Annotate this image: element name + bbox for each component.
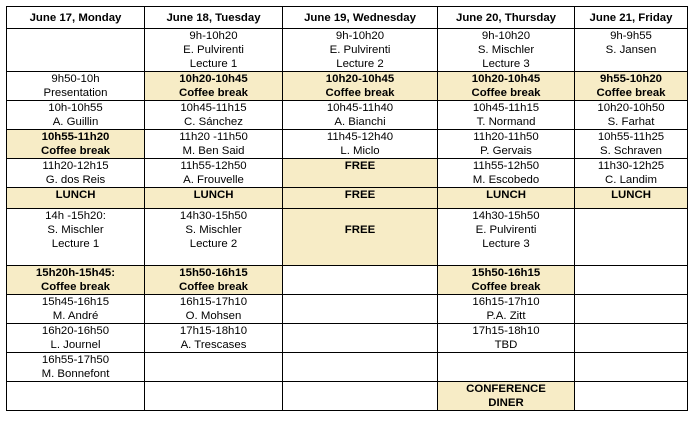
slot-time: 9h55-10h20: [599, 73, 663, 85]
slot-detail: A. Bianchi: [334, 116, 386, 128]
slot-time: 10h20-10h45: [179, 73, 248, 85]
slot-cell-thursday: [438, 72, 575, 101]
slot-detail: Lecture 1: [51, 238, 100, 250]
slot-cell-friday: [575, 382, 688, 411]
slot-time: 16h55-17h50: [41, 354, 110, 366]
slot-detail: M. Escobedo: [472, 174, 540, 186]
slot-cell-wednesday: [283, 72, 438, 101]
slot-detail: C. Sánchez: [184, 116, 243, 128]
schedule-row: [7, 295, 688, 324]
slot-cell-tuesday: [145, 295, 283, 324]
slot-time: CONFERENCE: [466, 383, 546, 395]
schedule-row: [7, 353, 688, 382]
slot-cell-wednesday: [283, 188, 438, 209]
schedule-row: [7, 101, 688, 130]
slot-time: 15h20h-15h45:: [35, 267, 116, 279]
slot-cell-wednesday: [283, 209, 438, 266]
slot-cell-wednesday: [283, 159, 438, 188]
slot-detail: A. Trescases: [180, 339, 247, 351]
slot-time: 11h55-12h50: [180, 160, 247, 172]
slot-cell-monday: [7, 353, 145, 382]
slot-cell-wednesday: [283, 266, 438, 295]
slot-detail: O. Mohsen: [185, 310, 242, 322]
slot-cell-friday: [575, 29, 688, 72]
slot-time: 10h-10h55: [48, 102, 103, 114]
slot-detail: E. Pulvirenti: [475, 224, 537, 236]
slot-time: 16h20-16h50: [41, 325, 110, 337]
slot-cell-friday: [575, 130, 688, 159]
slot-cell-thursday: [438, 353, 575, 382]
slot-time: 15h50-16h15: [179, 267, 248, 279]
slot-detail: S. Schraven: [599, 145, 663, 157]
day-header-monday: June 17, Monday: [7, 7, 145, 29]
slot-time: 17h15-18h10: [472, 325, 540, 337]
slot-cell-thursday: [438, 209, 575, 266]
slot-time: 10h55-11h20: [41, 131, 110, 143]
slot-cell-thursday: [438, 382, 575, 411]
slot-cell-monday: [7, 209, 145, 266]
slot-cell-wednesday: [283, 130, 438, 159]
slot-time: LUNCH: [486, 189, 526, 201]
slot-time: 11h20-11h50: [473, 131, 539, 143]
slot-time: 15h45-16h15: [41, 296, 110, 308]
slot-time: 14h -15h20:: [45, 210, 106, 222]
slot-cell-tuesday: [145, 382, 283, 411]
slot-time: 11h20-12h15: [42, 160, 109, 172]
slot-detail: E. Pulvirenti: [329, 44, 391, 56]
slot-time: FREE: [344, 224, 376, 236]
slot-cell-wednesday: [283, 324, 438, 353]
slot-time: LUNCH: [55, 189, 96, 201]
slot-time: 14h30-15h50: [179, 210, 248, 222]
slot-cell-monday: [7, 295, 145, 324]
slot-detail: Lecture 2: [189, 238, 238, 250]
slot-cell-tuesday: [145, 101, 283, 130]
slot-cell-monday: [7, 101, 145, 130]
slot-time: LUNCH: [193, 189, 234, 201]
slot-cell-monday: [7, 266, 145, 295]
slot-cell-tuesday: [145, 130, 283, 159]
slot-detail: P.A. Zitt: [486, 310, 526, 322]
schedule-row: [7, 159, 688, 188]
schedule-row: [7, 29, 688, 72]
slot-time: 11h45-12h40: [326, 131, 394, 143]
slot-detail: S. Jansen: [605, 44, 657, 56]
slot-time: 10h20-10h50: [597, 102, 665, 114]
slot-time: 11h20 -11h50: [179, 131, 248, 143]
slot-detail: Coffee break: [471, 281, 541, 293]
slot-detail: Coffee break: [178, 281, 248, 293]
slot-cell-thursday: [438, 295, 575, 324]
schedule-row: [7, 266, 688, 295]
slot-detail: M. Bonnefont: [41, 368, 110, 380]
slot-detail: M. André: [52, 310, 99, 322]
slot-detail: S. Farhat: [607, 116, 655, 128]
slot-cell-tuesday: [145, 209, 283, 266]
slot-time: 10h45-11h40: [326, 102, 394, 114]
slot-cell-monday: [7, 130, 145, 159]
slot-detail: S. Mischler: [47, 224, 104, 236]
slot-time: 10h45-11h15: [472, 102, 540, 114]
slot-detail: Coffee break: [178, 87, 248, 99]
schedule-row: [7, 72, 688, 101]
slot-time: 9h-10h20: [189, 30, 238, 42]
slot-detail: A. Frouvelle: [183, 174, 244, 186]
slot-cell-thursday: [438, 266, 575, 295]
slot-time: 9h-9h55: [610, 30, 652, 42]
slot-cell-friday: [575, 72, 688, 101]
schedule-row: [7, 209, 688, 266]
header-row: [7, 7, 688, 29]
slot-time: 17h15-18h10: [179, 325, 248, 337]
slot-cell-monday: [7, 72, 145, 101]
day-header-wednesday: June 19, Wednesday: [283, 7, 438, 29]
slot-cell-friday: [575, 209, 688, 266]
slot-cell-tuesday: [145, 188, 283, 209]
schedule-row: [7, 130, 688, 159]
slot-cell-friday: [575, 188, 688, 209]
schedule-header: [7, 7, 688, 29]
slot-detail: G. dos Reis: [45, 174, 106, 186]
slot-detail: L. Journel: [50, 339, 101, 351]
slot-detail: S. Mischler: [185, 224, 242, 236]
slot-detail: Coffee break: [40, 281, 110, 293]
slot-detail: A. Guillin: [52, 116, 99, 128]
slot-cell-wednesday: [283, 29, 438, 72]
slot-cell-monday: [7, 382, 145, 411]
slot-time: 9h-10h20: [481, 30, 531, 42]
day-header-tuesday: June 18, Tuesday: [145, 7, 283, 29]
slot-cell-monday: [7, 188, 145, 209]
slot-time: 14h30-15h50: [472, 210, 540, 222]
schedule-row: [7, 382, 688, 411]
slot-detail: Lecture 2: [336, 58, 384, 70]
slot-detail: Presentation: [43, 87, 108, 99]
slot-cell-thursday: [438, 188, 575, 209]
slot-time: 9h-10h20: [335, 30, 385, 42]
slot-cell-thursday: [438, 130, 575, 159]
slot-cell-tuesday: [145, 159, 283, 188]
slot-cell-friday: [575, 295, 688, 324]
slot-time: 10h55-11h25: [597, 131, 665, 143]
slot-time: 10h45-11h15: [180, 102, 247, 114]
slot-detail: Coffee break: [40, 145, 110, 157]
slot-detail: P. Gervais: [480, 145, 532, 157]
slot-cell-thursday: [438, 159, 575, 188]
slot-time: 10h20-10h45: [471, 73, 541, 85]
slot-cell-thursday: [438, 101, 575, 130]
slot-detail: E. Pulvirenti: [183, 44, 244, 56]
slot-detail: Coffee break: [596, 87, 666, 99]
slot-time: 11h55-12h50: [472, 160, 540, 172]
day-header-friday: June 21, Friday: [575, 7, 688, 29]
slot-cell-tuesday: [145, 324, 283, 353]
schedule-table: [6, 6, 688, 411]
slot-cell-monday: [7, 29, 145, 72]
slot-detail: Lecture 1: [189, 58, 238, 70]
slot-cell-wednesday: [283, 353, 438, 382]
slot-detail: L. Miclo: [340, 145, 380, 157]
slot-time: FREE: [344, 189, 376, 201]
slot-cell-friday: [575, 324, 688, 353]
slot-detail: Lecture 3: [482, 238, 530, 250]
slot-time: 15h50-16h15: [471, 267, 541, 279]
slot-cell-tuesday: [145, 353, 283, 382]
slot-detail: Coffee break: [471, 87, 541, 99]
slot-cell-thursday: [438, 29, 575, 72]
slot-cell-tuesday: [145, 266, 283, 295]
slot-time: FREE: [344, 160, 376, 172]
slot-cell-tuesday: [145, 72, 283, 101]
day-header-thursday: June 20, Thursday: [438, 7, 575, 29]
slot-cell-monday: [7, 159, 145, 188]
slot-detail: DINER: [488, 397, 524, 409]
slot-cell-monday: [7, 324, 145, 353]
slot-detail: Lecture 3: [482, 58, 530, 70]
slot-time: 16h15-17h10: [179, 296, 248, 308]
slot-cell-tuesday: [145, 29, 283, 72]
slot-detail: T. Normand: [476, 116, 536, 128]
slot-detail: S. Mischler: [477, 44, 535, 56]
slot-cell-wednesday: [283, 101, 438, 130]
slot-time: 11h30-12h25: [597, 160, 665, 172]
slot-time: LUNCH: [611, 189, 651, 201]
slot-time: 16h15-17h10: [472, 296, 540, 308]
slot-cell-friday: [575, 101, 688, 130]
slot-detail: C. Landim: [605, 174, 657, 186]
slot-time: 10h20-10h45: [325, 73, 395, 85]
schedule-body: [7, 29, 688, 411]
slot-cell-wednesday: [283, 382, 438, 411]
slot-cell-friday: [575, 353, 688, 382]
slot-detail: M. Ben Said: [182, 145, 245, 157]
schedule-row: [7, 188, 688, 209]
slot-cell-wednesday: [283, 295, 438, 324]
slot-cell-friday: [575, 266, 688, 295]
slot-detail: Coffee break: [325, 87, 395, 99]
slot-cell-friday: [575, 159, 688, 188]
slot-cell-thursday: [438, 324, 575, 353]
slot-time: 9h50-10h: [51, 73, 100, 85]
schedule-row: [7, 324, 688, 353]
slot-detail: TBD: [494, 339, 518, 351]
